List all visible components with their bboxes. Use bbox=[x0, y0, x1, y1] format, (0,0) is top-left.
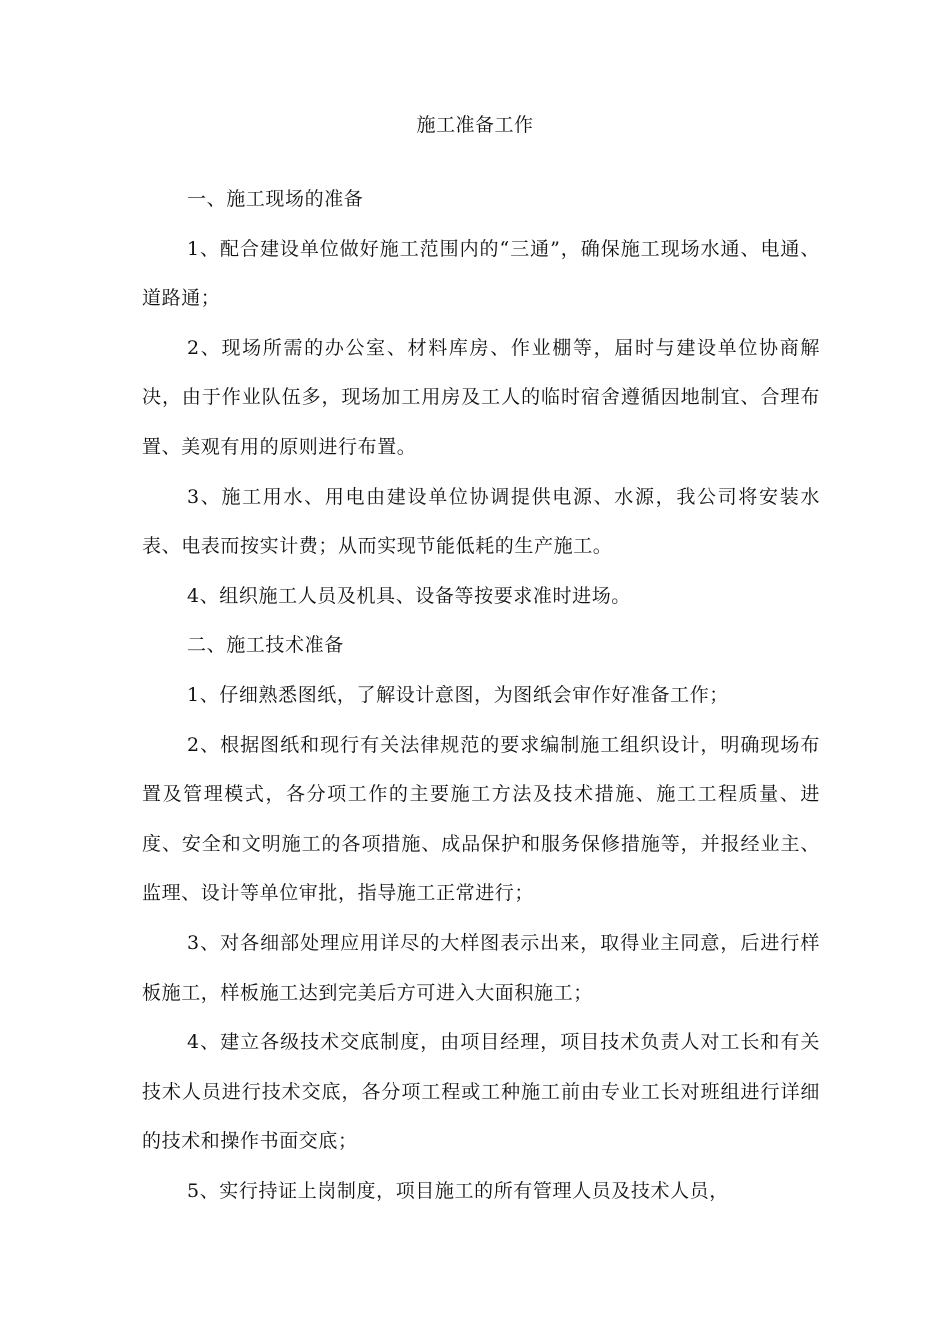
section-heading-technical-preparation: 二、施工技术准备 bbox=[187, 634, 344, 657]
document-title: 施工准备工作 bbox=[416, 114, 534, 136]
paragraph: 4、建立各级技术交底制度，由项目经理，项目技术负责人对工长和有关技术人员进行技术交底，各分项工程或工种施工前由专业工长对班组进行详细的技术和操作书面交底； bbox=[142, 1031, 820, 1153]
paragraph: 5、实行持证上岗制度，项目施工的所有管理人员及技术人员， bbox=[187, 1179, 729, 1202]
document-body bbox=[142, 175, 820, 1216]
section-heading-site-preparation: 一、施工现场的准备 bbox=[187, 188, 364, 210]
paragraph: 4、组织施工人员及机具、设备等按要求准时进场。 bbox=[187, 584, 631, 607]
paragraph: 1、仔细熟悉图纸，了解设计意图，为图纸会审作好准备工作； bbox=[187, 683, 729, 706]
paragraph: 3、对各细部处理应用详尽的大样图表示出来，取得业主同意，后进行样板施工，样板施工达到完美后方可进入大面积施工； bbox=[142, 931, 820, 1004]
paragraph: 2、现场所需的办公室、材料库房、作业棚等，届时与建设单位协商解决，由于作业队伍多，现场加工用房及工人的临时宿舍遵循因地制宜、合理布置、美观有用的原则进行布置。 bbox=[142, 336, 820, 458]
paragraph: 3、施工用水、用电由建设单位协调提供电源、水源，我公司将安装水表、电表而按实计费；从而实现节能低耗的生产施工。 bbox=[142, 485, 820, 558]
paragraph: 2、根据图纸和现行有关法律规范的要求编制施工组织设计，明确现场布置及管理模式，各分项工作的主要施工方法及技术措施、施工工程质量、进度、安全和文明施工的各项措施、成品保护和服务保修措施等，并报经业主、监理、设计等单位审批，指导施工正常进行； bbox=[142, 733, 820, 905]
paragraph: 1、配合建设单位做好施工范围内的“三通”，确保施工现场水通、电通、道路通； bbox=[142, 237, 820, 310]
